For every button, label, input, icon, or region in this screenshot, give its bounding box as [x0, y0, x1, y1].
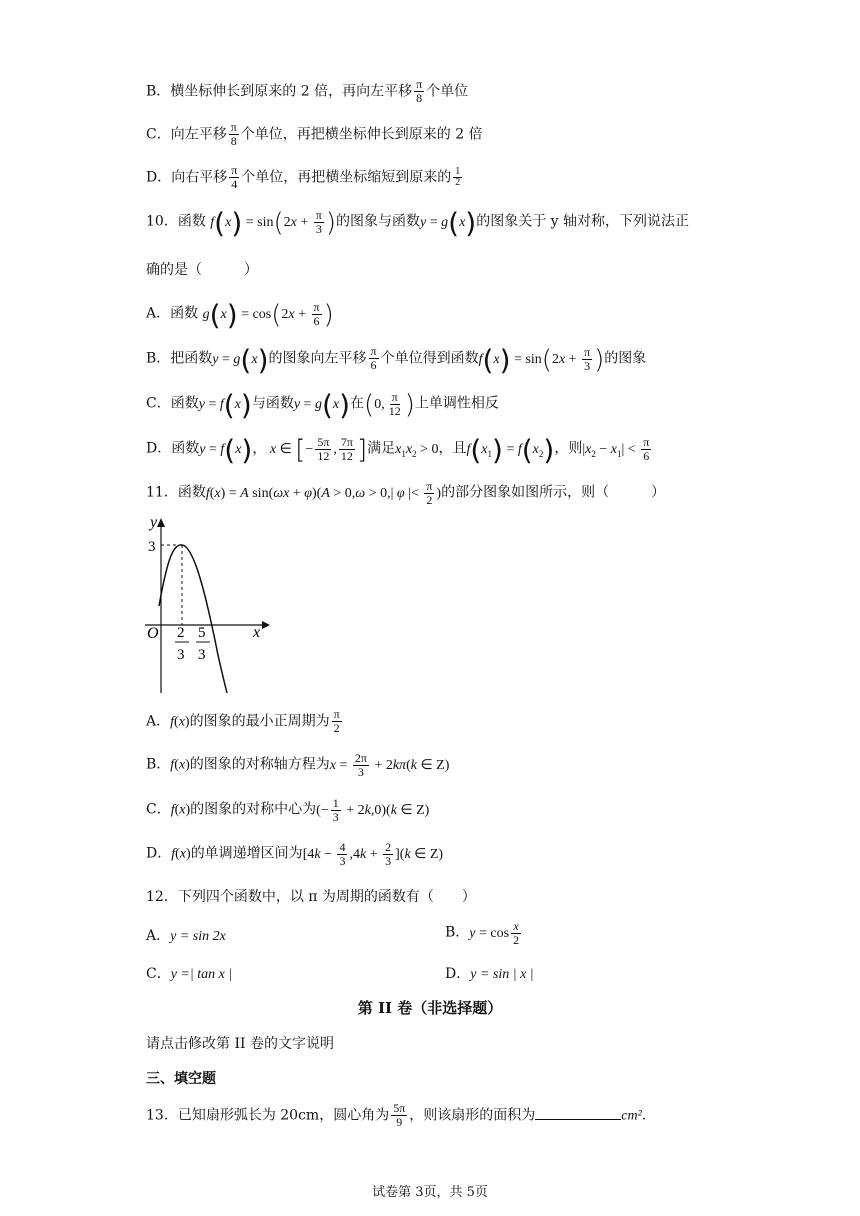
q9-option-c: C．向左平移 $\frac{\pi}{8}$ 个单位，再把横坐标伸长到原来的 2 倍	[146, 120, 483, 148]
section-title: 第 II 卷（非选择题）	[357, 999, 503, 1017]
q12-option-b: B．y = cos $\frac{x}{2}$	[445, 919, 520, 947]
y-label: y	[150, 515, 158, 531]
tick2-num: 5	[198, 625, 206, 641]
q10-stem: 10．函数 f(x) = sin(2x + $\frac{\pi}{3}$ )的图象与函数y = g(x)的图象关于 y 轴对称，下列说法正	[146, 206, 690, 239]
section-note: 请点击修改第 II 卷的文字说明	[146, 1036, 334, 1052]
max-value-label: 3	[148, 539, 156, 555]
fraction: $\frac{1}{2}$	[455, 166, 461, 188]
page-footer: 试卷第 3页，共 5页	[372, 1185, 488, 1200]
fraction: $\frac{\pi}{8}$	[416, 77, 423, 105]
part-heading: 三、填空题	[146, 1071, 216, 1087]
q12-option-a: A．y = sin 2x	[146, 928, 226, 944]
q11-option-a: A．f(x)的图象的最小正周期为 $\frac{\pi}{2}$	[146, 707, 340, 735]
q10-option-a: A．函数 g(x) = cos(2x + $\frac{\pi}{6}$ )	[146, 298, 334, 331]
origin-label: O	[147, 625, 159, 642]
x-label: x	[253, 624, 261, 641]
q10-stem-line2: 确的是（ ）	[146, 262, 258, 278]
answer-blank[interactable]	[535, 1107, 621, 1120]
q12-option-d: D．y = sin | x |	[445, 966, 534, 982]
tick1-num: 2	[177, 625, 185, 641]
q11-option-b: B．f(x)的图象的对称轴方程为x = $\frac{2\pi}{3}$ + 2kπ(k ∈ Z)	[146, 751, 450, 779]
fraction: $\frac{\pi}{8}$	[230, 120, 237, 148]
q11-option-c: C．f(x)的图象的对称中心为(− $\frac{1}{3}$ + 2k,0)(k ∈ Z)	[146, 796, 430, 824]
q12-option-c: C．y =| tan x |	[146, 966, 233, 982]
q12-stem: 12．下列四个函数中，以 π 为周期的函数有（ ）	[146, 889, 476, 905]
tick2-den: 3	[198, 647, 206, 663]
q11-function-graph	[140, 515, 280, 700]
q10-option-d: D．函数y = f(x)， x ∈ [− $\frac{5\pi}{12}$ , $\frac{7\pi}{12}$ ]满足$x_1x_2 > 0$，且$f(x_1) = f(x_2)$，则$|x_2 - x_1|$ < $\frac{\pi}{6}$	[146, 433, 650, 466]
x-axis-arrow	[262, 621, 270, 629]
tick1-den: 3	[177, 647, 185, 663]
q13-stem: 13．已知扇形弧长为 20cm，圆心角为 $\frac{5\pi}{9}$ ，则该扇形的面积为 cm².	[146, 1101, 647, 1129]
fraction: $\frac{\pi}{4}$	[231, 163, 238, 191]
y-axis-arrow	[157, 518, 165, 527]
q11-option-d: D．f(x)的单调递增区间为[4k − $\frac{4}{3}$ ,4k + $\frac{2}{3}$ ](k ∈ Z)	[146, 840, 444, 868]
q10-option-b: B．把函数y = g(x)的图象向左平移 $\frac{\pi}{6}$ 个单位得到函数f(x) = sin(2x + $\frac{\pi}{3}$ )的图象	[146, 343, 647, 376]
q11-stem: 11．函数f(x) = A sin(ωx + φ)(A > 0,ω > 0,| φ |< $\frac{\pi}{2}$ )的部分图象如图所示，则（ ）	[146, 479, 666, 507]
sine-curve	[159, 545, 227, 693]
q10-option-c: C．函数y = f(x)与函数y = g(x)在(0, $\frac{\pi}{12}$ )上单调性相反	[146, 388, 499, 421]
q9-option-d: D．向右平移 $\frac{\pi}{4}$ 个单位，再把横坐标缩短到原来的 $\frac{1}{2}$	[146, 163, 461, 191]
q9-option-b: B．横坐标伸长到原来的 2 倍，再向左平移 $\frac{\pi}{8}$ 个单位	[146, 77, 469, 105]
